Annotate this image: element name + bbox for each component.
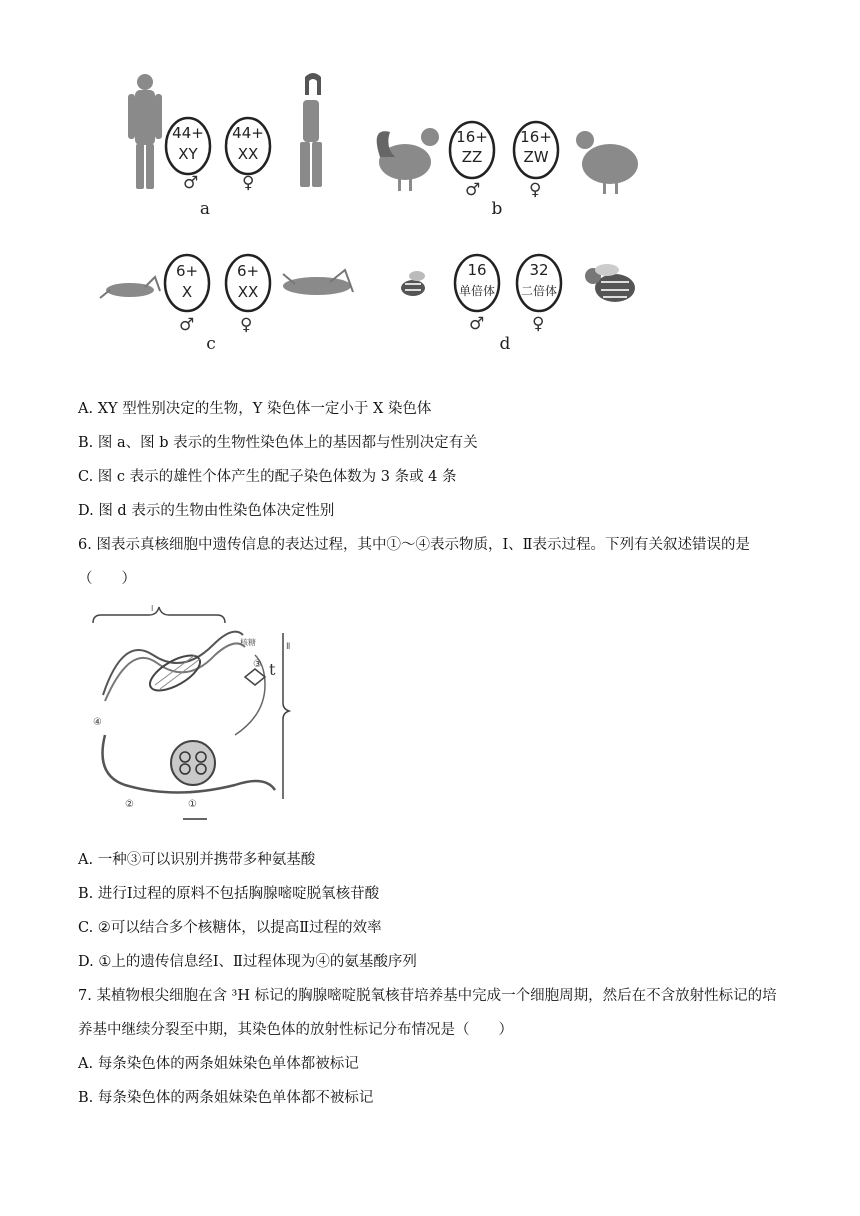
c-male-symbol: ♂: [179, 315, 195, 335]
a-female-line2: XX: [237, 145, 259, 163]
b-female-symbol: ♀: [529, 180, 542, 200]
panel-a-letter: a: [199, 199, 211, 219]
c-female-line1: 6+: [236, 262, 260, 280]
q6-option-a: A. 一种③可以识别并携带多种氨基酸: [78, 852, 316, 868]
q7-option-b: B. 每条染色体的两条姐妹染色单体都不被标记: [78, 1090, 374, 1106]
q7-stem: 7. 某植物根尖细胞在含 ³H 标记的胸腺嘧啶脱氧核苷培养基中完成一个细胞周期，然后在不含放射性标记的培养基中继续分裂至中期，其染色体的放射性标记分布情况是（ ）: [78, 988, 777, 1038]
panel-c: [100, 255, 353, 354]
svg-text:t: t: [269, 660, 276, 679]
panel-c-letter: c: [206, 334, 216, 354]
d-female-line2: 二倍体: [520, 284, 558, 298]
b-male-symbol: ♂: [465, 180, 481, 200]
panel-d: [401, 255, 635, 354]
panel-a: [128, 73, 322, 219]
b-female-line1: 16+: [520, 128, 552, 146]
sex-determination-figure: [95, 62, 665, 362]
panel-b: [377, 122, 638, 219]
a-male-symbol: ♂: [183, 173, 199, 193]
panel-d-letter: d: [499, 334, 511, 354]
b-male-line2: ZZ: [461, 148, 483, 166]
male-grasshopper-icon: [100, 277, 160, 298]
label-process-1: Ⅰ: [151, 605, 154, 613]
a-female-line1: 44+: [232, 124, 264, 142]
q6-option-d: D. ①上的遗传信息经Ⅰ、Ⅱ过程体现为④的氨基酸序列: [78, 954, 417, 970]
q5-option-b: B. 图 a、图 b 表示的生物性染色体上的基因都与性别决定有关: [78, 435, 478, 451]
male-human-icon: [128, 74, 162, 189]
c-male-line1: 6+: [175, 262, 199, 280]
q6-stem: 6. 图表示真核细胞中遗传信息的表达过程，其中①～④表示物质，Ⅰ、Ⅱ表示过程。下列有关叙述错误的是（ ）: [78, 537, 751, 587]
hen-icon: [576, 131, 638, 194]
c-female-symbol: ♀: [240, 315, 253, 335]
d-male-line1: 16: [467, 261, 487, 279]
a-female-symbol: ♀: [242, 173, 255, 193]
q6-option-b: B. 进行Ⅰ过程的原料不包括胸腺嘧啶脱氧核苷酸: [78, 886, 380, 902]
d-female-line1: 32: [529, 261, 549, 279]
c-female-line2: XX: [237, 283, 259, 301]
label-1: ①: [188, 799, 197, 810]
gene-expression-figure: [85, 605, 295, 830]
label-3: ③: [253, 659, 262, 670]
label-tag: 核糖: [240, 638, 256, 647]
a-male-line2: XY: [178, 145, 198, 163]
queen-bee-icon: [585, 264, 635, 302]
label-2: ②: [125, 799, 134, 810]
q5-option-c: C. 图 c 表示的雄性个体产生的配子染色体数为 3 条或 4 条: [78, 469, 457, 485]
b-male-line1: 16+: [456, 128, 488, 146]
d-male-line2: 单倍体: [458, 284, 496, 298]
d-female-symbol: ♀: [532, 314, 545, 334]
label-process-2: Ⅱ: [286, 642, 291, 652]
q6-option-c: C. ②可以结合多个核糖体，以提高Ⅱ过程的效率: [78, 920, 382, 936]
q7-option-a: A. 每条染色体的两条姐妹染色单体都被标记: [78, 1056, 359, 1072]
female-human-icon: [300, 73, 322, 187]
panel-b-letter: b: [491, 199, 503, 219]
drone-bee-icon: [401, 271, 425, 296]
q5-option-a: A. XY 型性别决定的生物，Y 染色体一定小于 X 染色体: [78, 401, 432, 417]
d-male-symbol: ♂: [469, 314, 485, 334]
a-male-line1: 44+: [172, 124, 204, 142]
label-4: ④: [93, 717, 102, 728]
rooster-icon: [377, 128, 439, 191]
b-female-line2: ZW: [523, 148, 549, 166]
c-male-line2: X: [181, 283, 193, 301]
q5-option-d: D. 图 d 表示的生物由性染色体决定性别: [78, 503, 335, 519]
female-grasshopper-icon: [283, 270, 353, 295]
